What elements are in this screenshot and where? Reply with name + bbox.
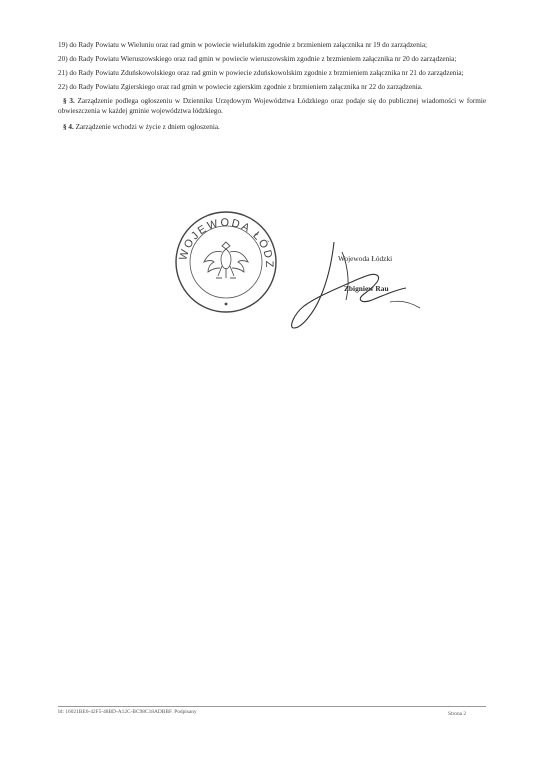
official-seal	[172, 208, 280, 316]
seal-text: WOJEWODA ŁÓDZ	[177, 216, 276, 270]
list-item	[58, 54, 486, 64]
signature-title: Wojewoda Łódzki	[338, 254, 393, 263]
page-number: Strona 2	[448, 711, 467, 717]
paragraph-section-4	[58, 122, 486, 132]
footer-divider	[58, 706, 486, 707]
signature-block	[282, 232, 442, 342]
list-item	[58, 40, 486, 50]
paragraph-section-3	[58, 96, 486, 116]
section-text: Zarządzenie wchodzi w życie z dniem ogłoszenia.	[75, 123, 220, 131]
list-item	[58, 68, 486, 78]
enumerated-list	[58, 40, 486, 138]
list-item-number: 20)	[58, 55, 68, 63]
list-item-text: do Rady Powiatu Zgierskiego oraz rad gmin w powiecie zgierskim zgodnie z brzmieniem załącznika nr 22 do zarządzenia.	[69, 83, 423, 91]
signature-name: Zbigniew Rau	[344, 284, 389, 293]
list-item-number: 21)	[58, 69, 68, 77]
list-item-text: do Rady Powiatu w Wieluniu oraz rad gmin w powiecie wieluńskim zgodnie z brzmieniem załącznika nr 19 do zarządzenia;	[69, 41, 428, 49]
section-label: § 3.	[63, 97, 75, 105]
section-text: Zarządzenie podlega ogłoszeniu w Dzienniku Urzędowym Województwa Łódzkiego oraz podaje się do publicznej wiadomości w formie obwieszczenia w każdej gminie województwa łódzkiego.	[58, 97, 487, 115]
section-label: § 4.	[63, 123, 74, 131]
svg-text:WOJEWODA ŁÓDZKI	[172, 208, 275, 270]
list-item-number: 22)	[58, 83, 68, 91]
list-item	[58, 82, 486, 92]
document-id: Id: 16021BE6-42F5-48BD-A12C-BC98C18ADBBF. Podpisany	[58, 709, 197, 715]
list-item-text: do Rady Powiatu Wieruszowskiego oraz rad gmin w powiecie wieruszowskim zgodnie z brzmieniem załącznika nr 20 do zarządzenia;	[69, 55, 457, 63]
seal-emblem-icon	[172, 208, 280, 316]
list-item-number: 19)	[58, 41, 68, 49]
list-item-text: do Rady Powiatu Zduńskowolskiego oraz rad gmin w powiecie zduńskowolskim zgodnie z brzmieniem załącznika nr 21 do zarządzenia;	[69, 69, 464, 77]
